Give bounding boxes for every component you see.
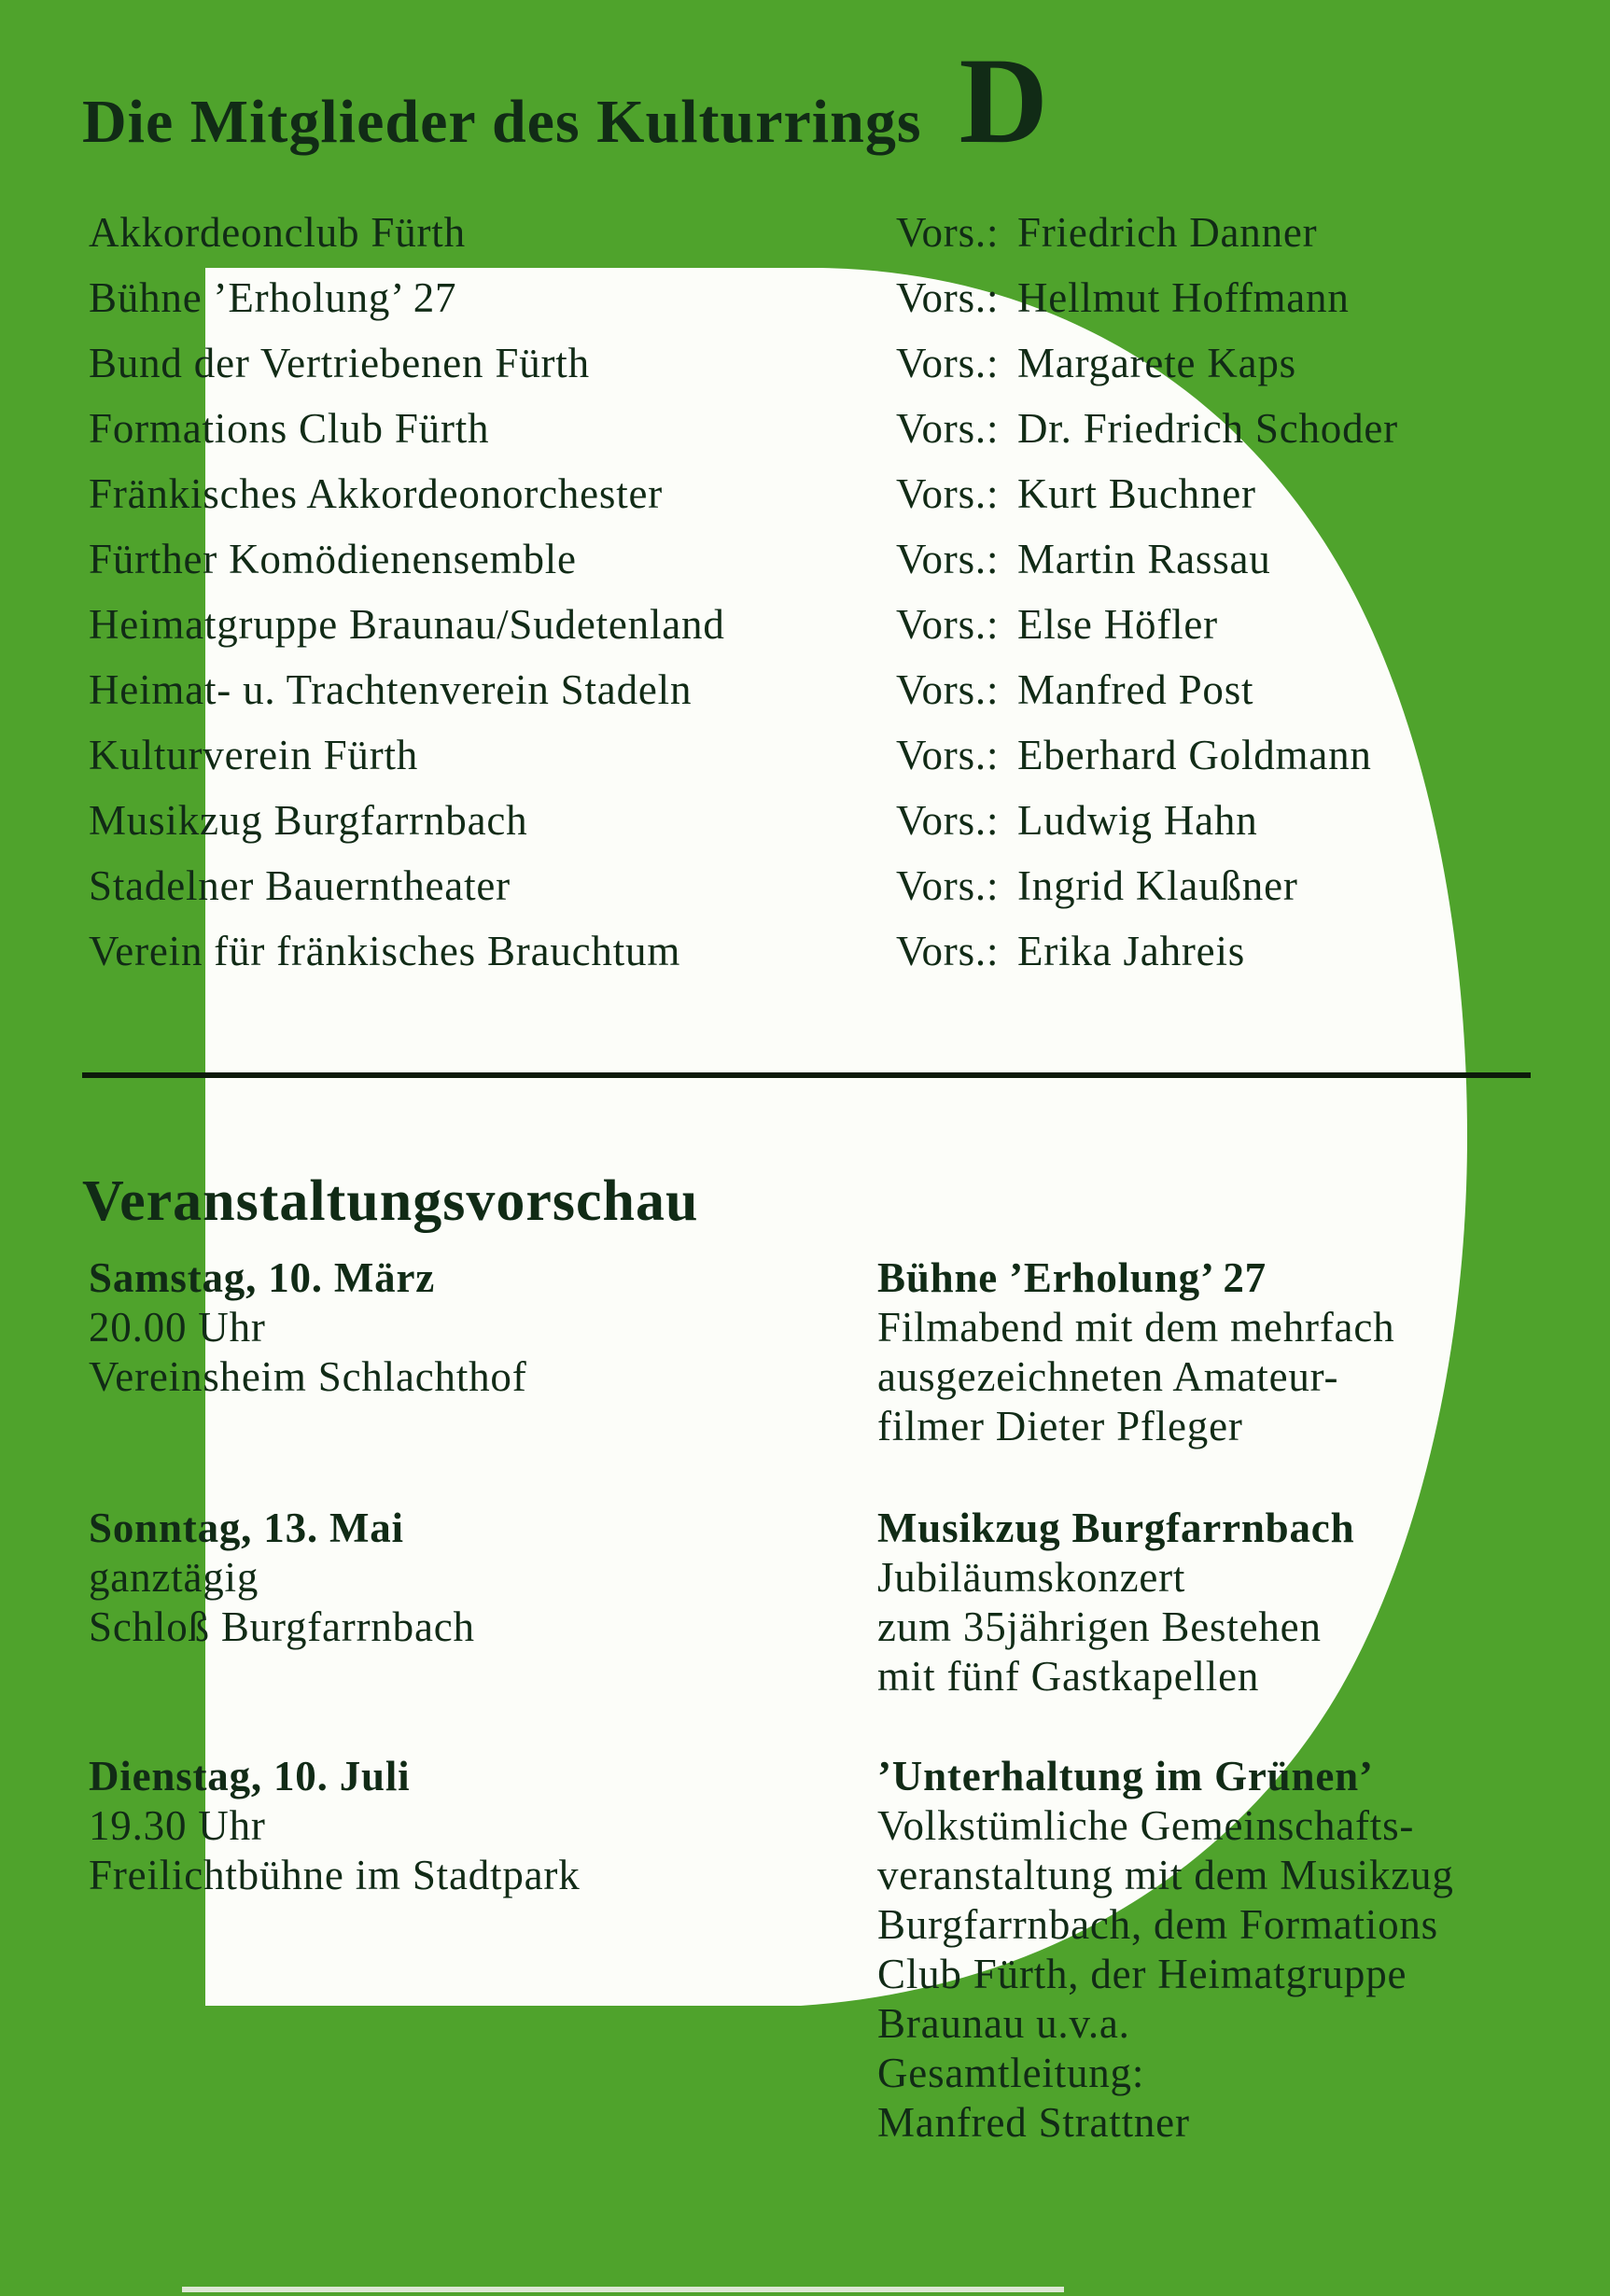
event-time: 20.00 Uhr xyxy=(89,1304,266,1351)
event-title: Bühne ’Erholung’ 27 xyxy=(877,1254,1267,1301)
event-time: 19.30 Uhr xyxy=(89,1802,266,1849)
club-name: Stadelner Bauerntheater xyxy=(89,862,511,909)
club-name: Musikzug Burgfarrnbach xyxy=(89,797,528,844)
scan-artifact xyxy=(182,2287,1064,2292)
event-venue: Freilichtbühne im Stadtpark xyxy=(89,1852,581,1898)
member-list xyxy=(0,200,1610,984)
event-description-line: Braunau u.v.a. xyxy=(877,2000,1130,2047)
club-name: Heimatgruppe Braunau/Sudetenland xyxy=(89,601,725,648)
chair-name: Martin Rassau xyxy=(1017,536,1271,582)
member-row xyxy=(0,592,1610,657)
event-info xyxy=(877,1752,1454,2148)
chair-label: Vors.: xyxy=(896,340,1000,386)
event-date: Samstag, 10. März xyxy=(89,1254,436,1301)
chair-label: Vors.: xyxy=(896,470,1000,517)
page-title-big-letter: D xyxy=(959,32,1048,169)
member-row xyxy=(0,461,1610,526)
page-title-text: Die Mitglieder des Kulturrings xyxy=(82,88,922,156)
chair-name: Manfred Post xyxy=(1017,666,1254,713)
event-description-line: filmer Dieter Pfleger xyxy=(877,1403,1243,1449)
event-description-line: Gesamtleitung: xyxy=(877,2050,1145,2096)
event-description-line: Jubiläumskonzert xyxy=(877,1554,1186,1601)
event-description-line: ausgezeichneten Amateur- xyxy=(877,1353,1339,1400)
event-when-where xyxy=(89,1752,581,1900)
event-description-line: Club Fürth, der Heimatgruppe xyxy=(877,1951,1407,1997)
club-name: Verein für fränkisches Brauchtum xyxy=(89,928,681,974)
member-row xyxy=(0,200,1610,265)
member-row xyxy=(0,853,1610,918)
chair-name: Ingrid Klaußner xyxy=(1017,862,1298,909)
chair-name: Erika Jahreis xyxy=(1017,928,1246,974)
club-name: Formations Club Fürth xyxy=(89,405,490,452)
chair-label: Vors.: xyxy=(896,732,1000,778)
event-title: Musikzug Burgfarrnbach xyxy=(877,1505,1355,1551)
chair-label: Vors.: xyxy=(896,601,1000,648)
event-date: Dienstag, 10. Juli xyxy=(89,1753,411,1799)
event-description-line: zum 35jährigen Bestehen xyxy=(877,1603,1322,1650)
event-date: Sonntag, 13. Mai xyxy=(89,1505,404,1551)
club-name: Akkordeonclub Fürth xyxy=(89,209,466,256)
member-row xyxy=(0,265,1610,330)
chair-name: Margarete Kaps xyxy=(1017,340,1296,386)
club-name: Fränkisches Akkordeonorchester xyxy=(89,470,664,517)
event-when-where xyxy=(89,1504,475,1652)
event-description-line: Filmabend mit dem mehrfach xyxy=(877,1304,1395,1351)
club-name: Fürther Komödienensemble xyxy=(89,536,577,582)
club-name: Kulturverein Fürth xyxy=(89,732,419,778)
chair-label: Vors.: xyxy=(896,797,1000,844)
chair-label: Vors.: xyxy=(896,536,1000,582)
event-venue: Schloß Burgfarrnbach xyxy=(89,1603,475,1650)
member-row xyxy=(0,396,1610,461)
chair-name: Kurt Buchner xyxy=(1017,470,1256,517)
event-description-line: Burgfarrnbach, dem Formations xyxy=(877,1901,1438,1948)
club-name: Bund der Vertriebenen Fürth xyxy=(89,340,590,386)
chair-name: Eberhard Goldmann xyxy=(1017,732,1372,778)
chair-name: Friedrich Danner xyxy=(1017,209,1318,256)
divider-rule xyxy=(82,1072,1531,1078)
member-row xyxy=(0,657,1610,722)
chair-name: Else Höfler xyxy=(1017,601,1218,648)
chair-name: Dr. Friedrich Schoder xyxy=(1017,405,1398,452)
club-name: Heimat- u. Trachtenverein Stadeln xyxy=(89,666,693,713)
event-title: ’Unterhaltung im Grünen’ xyxy=(877,1753,1374,1799)
chair-label: Vors.: xyxy=(896,405,1000,452)
chair-label: Vors.: xyxy=(896,928,1000,974)
chair-name: Hellmut Hoffmann xyxy=(1017,274,1350,321)
chair-name: Ludwig Hahn xyxy=(1017,797,1258,844)
event-description-line: Manfred Strattner xyxy=(877,2099,1190,2146)
section-heading: Veranstaltungsvorschau xyxy=(82,1169,699,1233)
member-row xyxy=(0,918,1610,984)
chair-label: Vors.: xyxy=(896,862,1000,909)
page-title xyxy=(82,32,1048,169)
chair-label: Vors.: xyxy=(896,666,1000,713)
club-name: Bühne ’Erholung’ 27 xyxy=(89,274,457,321)
event-info xyxy=(877,1253,1394,1451)
event-description-line: veranstaltung mit dem Musikzug xyxy=(877,1852,1454,1898)
member-row xyxy=(0,330,1610,396)
event-time: ganztägig xyxy=(89,1554,259,1601)
event-when-where xyxy=(89,1253,527,1402)
event-description-line: mit fünf Gastkapellen xyxy=(877,1653,1260,1700)
member-row xyxy=(0,526,1610,592)
event-info xyxy=(877,1504,1354,1701)
chair-label: Vors.: xyxy=(896,209,1000,256)
member-row xyxy=(0,722,1610,788)
chair-label: Vors.: xyxy=(896,274,1000,321)
event-venue: Vereinsheim Schlachthof xyxy=(89,1353,527,1400)
event-description-line: Volkstümliche Gemeinschafts- xyxy=(877,1802,1415,1849)
member-row xyxy=(0,788,1610,853)
